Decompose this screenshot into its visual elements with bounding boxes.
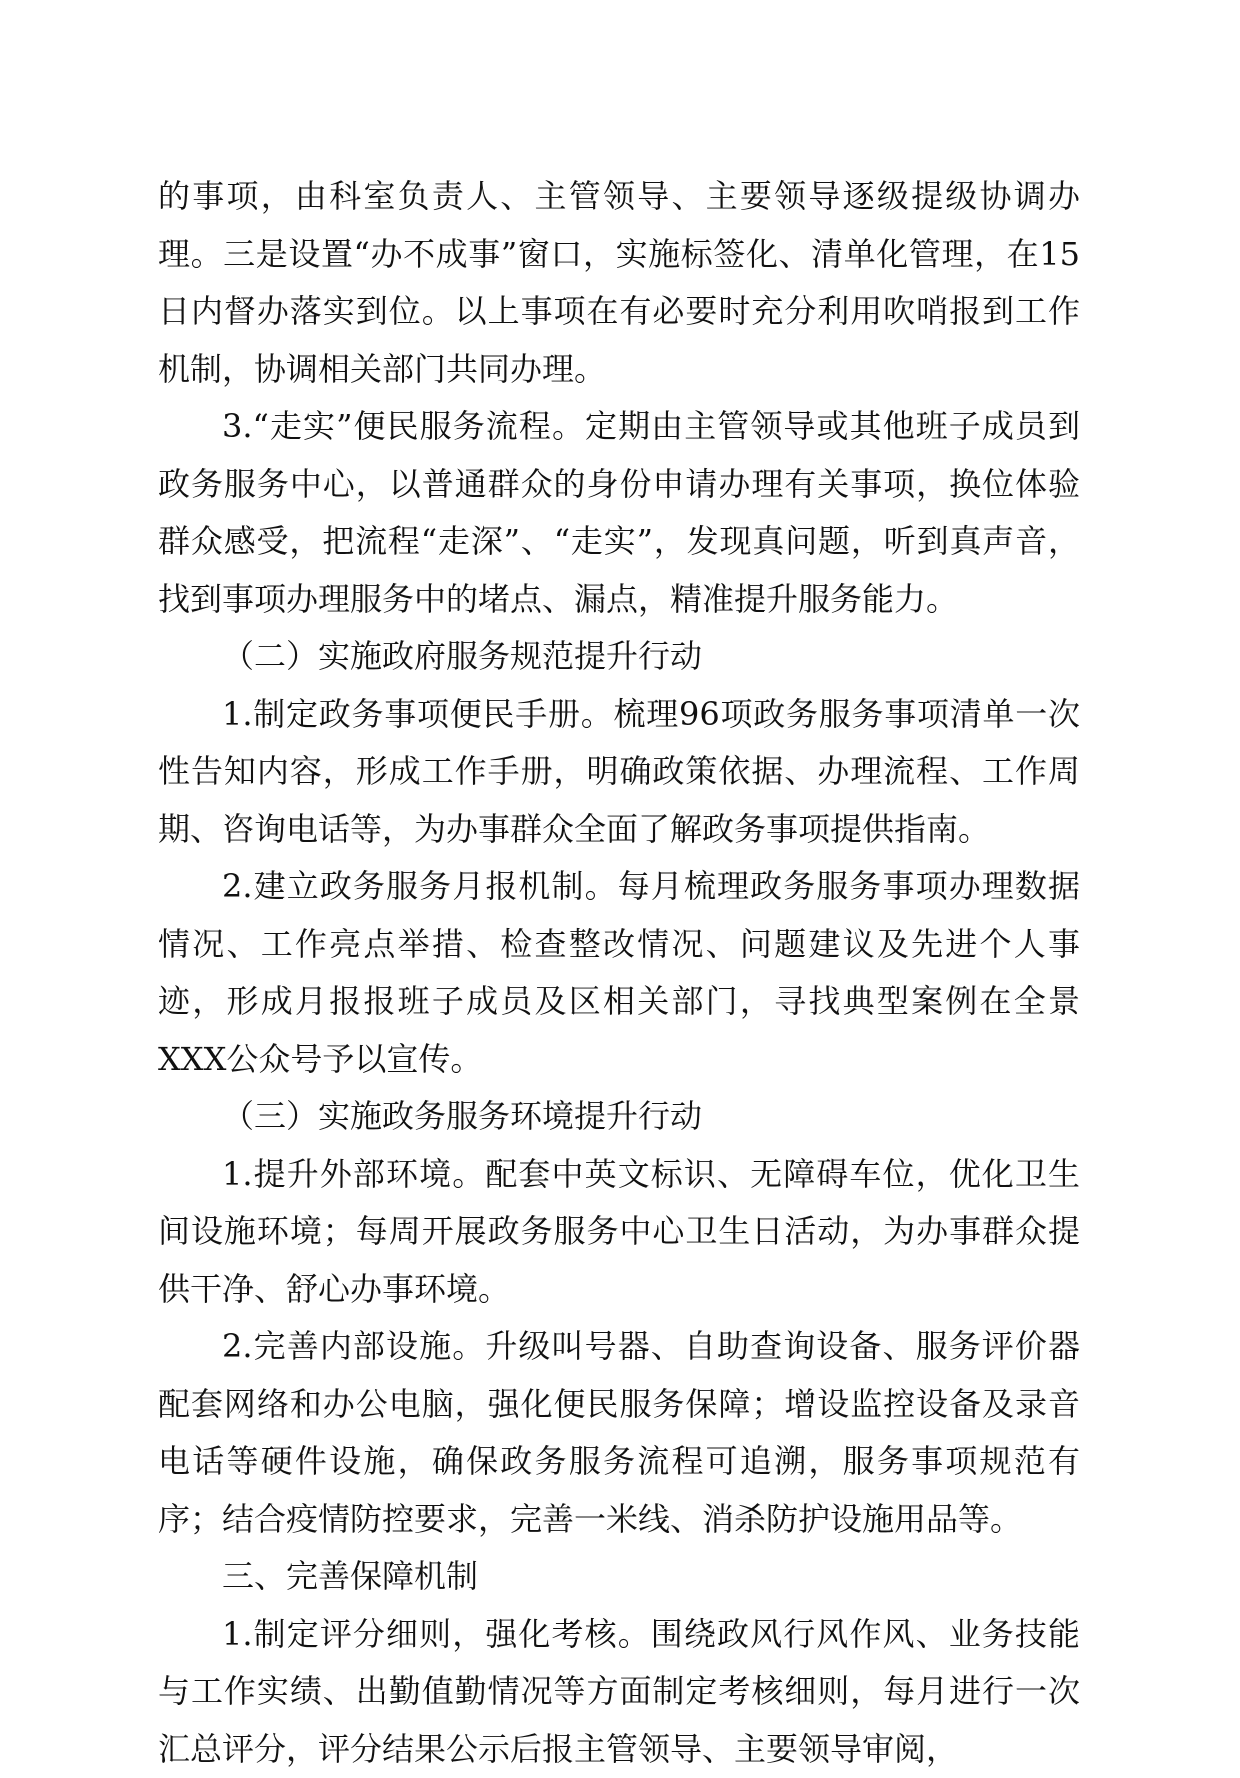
paragraph-convenience-handbook: 1.制定政务事项便民手册。梳理96项政务服务事项清单一次性告知内容，形成工作手册，明确政策依据、办理流程、工作周期、咨询电话等，为办事群众全面了解政务事项提供指南。: [158, 686, 1080, 859]
paragraph-external-environment: 1.提升外部环境。配套中英文标识、无障碍车位，优化卫生间设施环境；每周开展政务服务中心卫生日活动，为办事群众提供干净、舒心办事环境。: [158, 1146, 1080, 1319]
subheading-government-service-standards: （二）实施政府服务规范提升行动: [158, 628, 1080, 686]
paragraph-continued-matters: 的事项，由科室负责人、主管领导、主要领导逐级提级协调办理。三是设置“办不成事”窗口，实施标签化、清单化管理，在15日内督办落实到位。以上事项在有必要时充分利用吹哨报到工作机制，协调相关部门共同办理。: [158, 168, 1080, 398]
subheading-service-environment: （三）实施政务服务环境提升行动: [158, 1088, 1080, 1146]
document-body: [158, 168, 1080, 1778]
paragraph-scoring-rules: 1.制定评分细则，强化考核。围绕政风行风作风、业务技能与工作实绩、出勤值勤情况等方面制定考核细则，每月进行一次汇总评分，评分结果公示后报主管领导、主要领导审阅，: [158, 1606, 1080, 1778]
paragraph-service-process: 3.“走实”便民服务流程。定期由主管领导或其他班子成员到政务服务中心，以普通群众的身份申请办理有关事项，换位体验群众感受，把流程“走深”、“走实”，发现真问题，听到真声音，找到事项办理服务中的堵点、漏点，精准提升服务能力。: [158, 398, 1080, 628]
paragraph-monthly-report: 2.建立政务服务月报机制。每月梳理政务服务事项办理数据情况、工作亮点举措、检查整改情况、问题建议及先进个人事迹，形成月报报班子成员及区相关部门，寻找典型案例在全景XXX公众号予以宣传。: [158, 858, 1080, 1088]
heading-safeguard-mechanism: 三、完善保障机制: [158, 1548, 1080, 1606]
paragraph-internal-facilities: 2.完善内部设施。升级叫号器、自助查询设备、服务评价器配套网络和办公电脑，强化便民服务保障；增设监控设备及录音电话等硬件设施，确保政务服务流程可追溯，服务事项规范有序；结合疫情防控要求，完善一米线、消杀防护设施用品等。: [158, 1318, 1080, 1548]
